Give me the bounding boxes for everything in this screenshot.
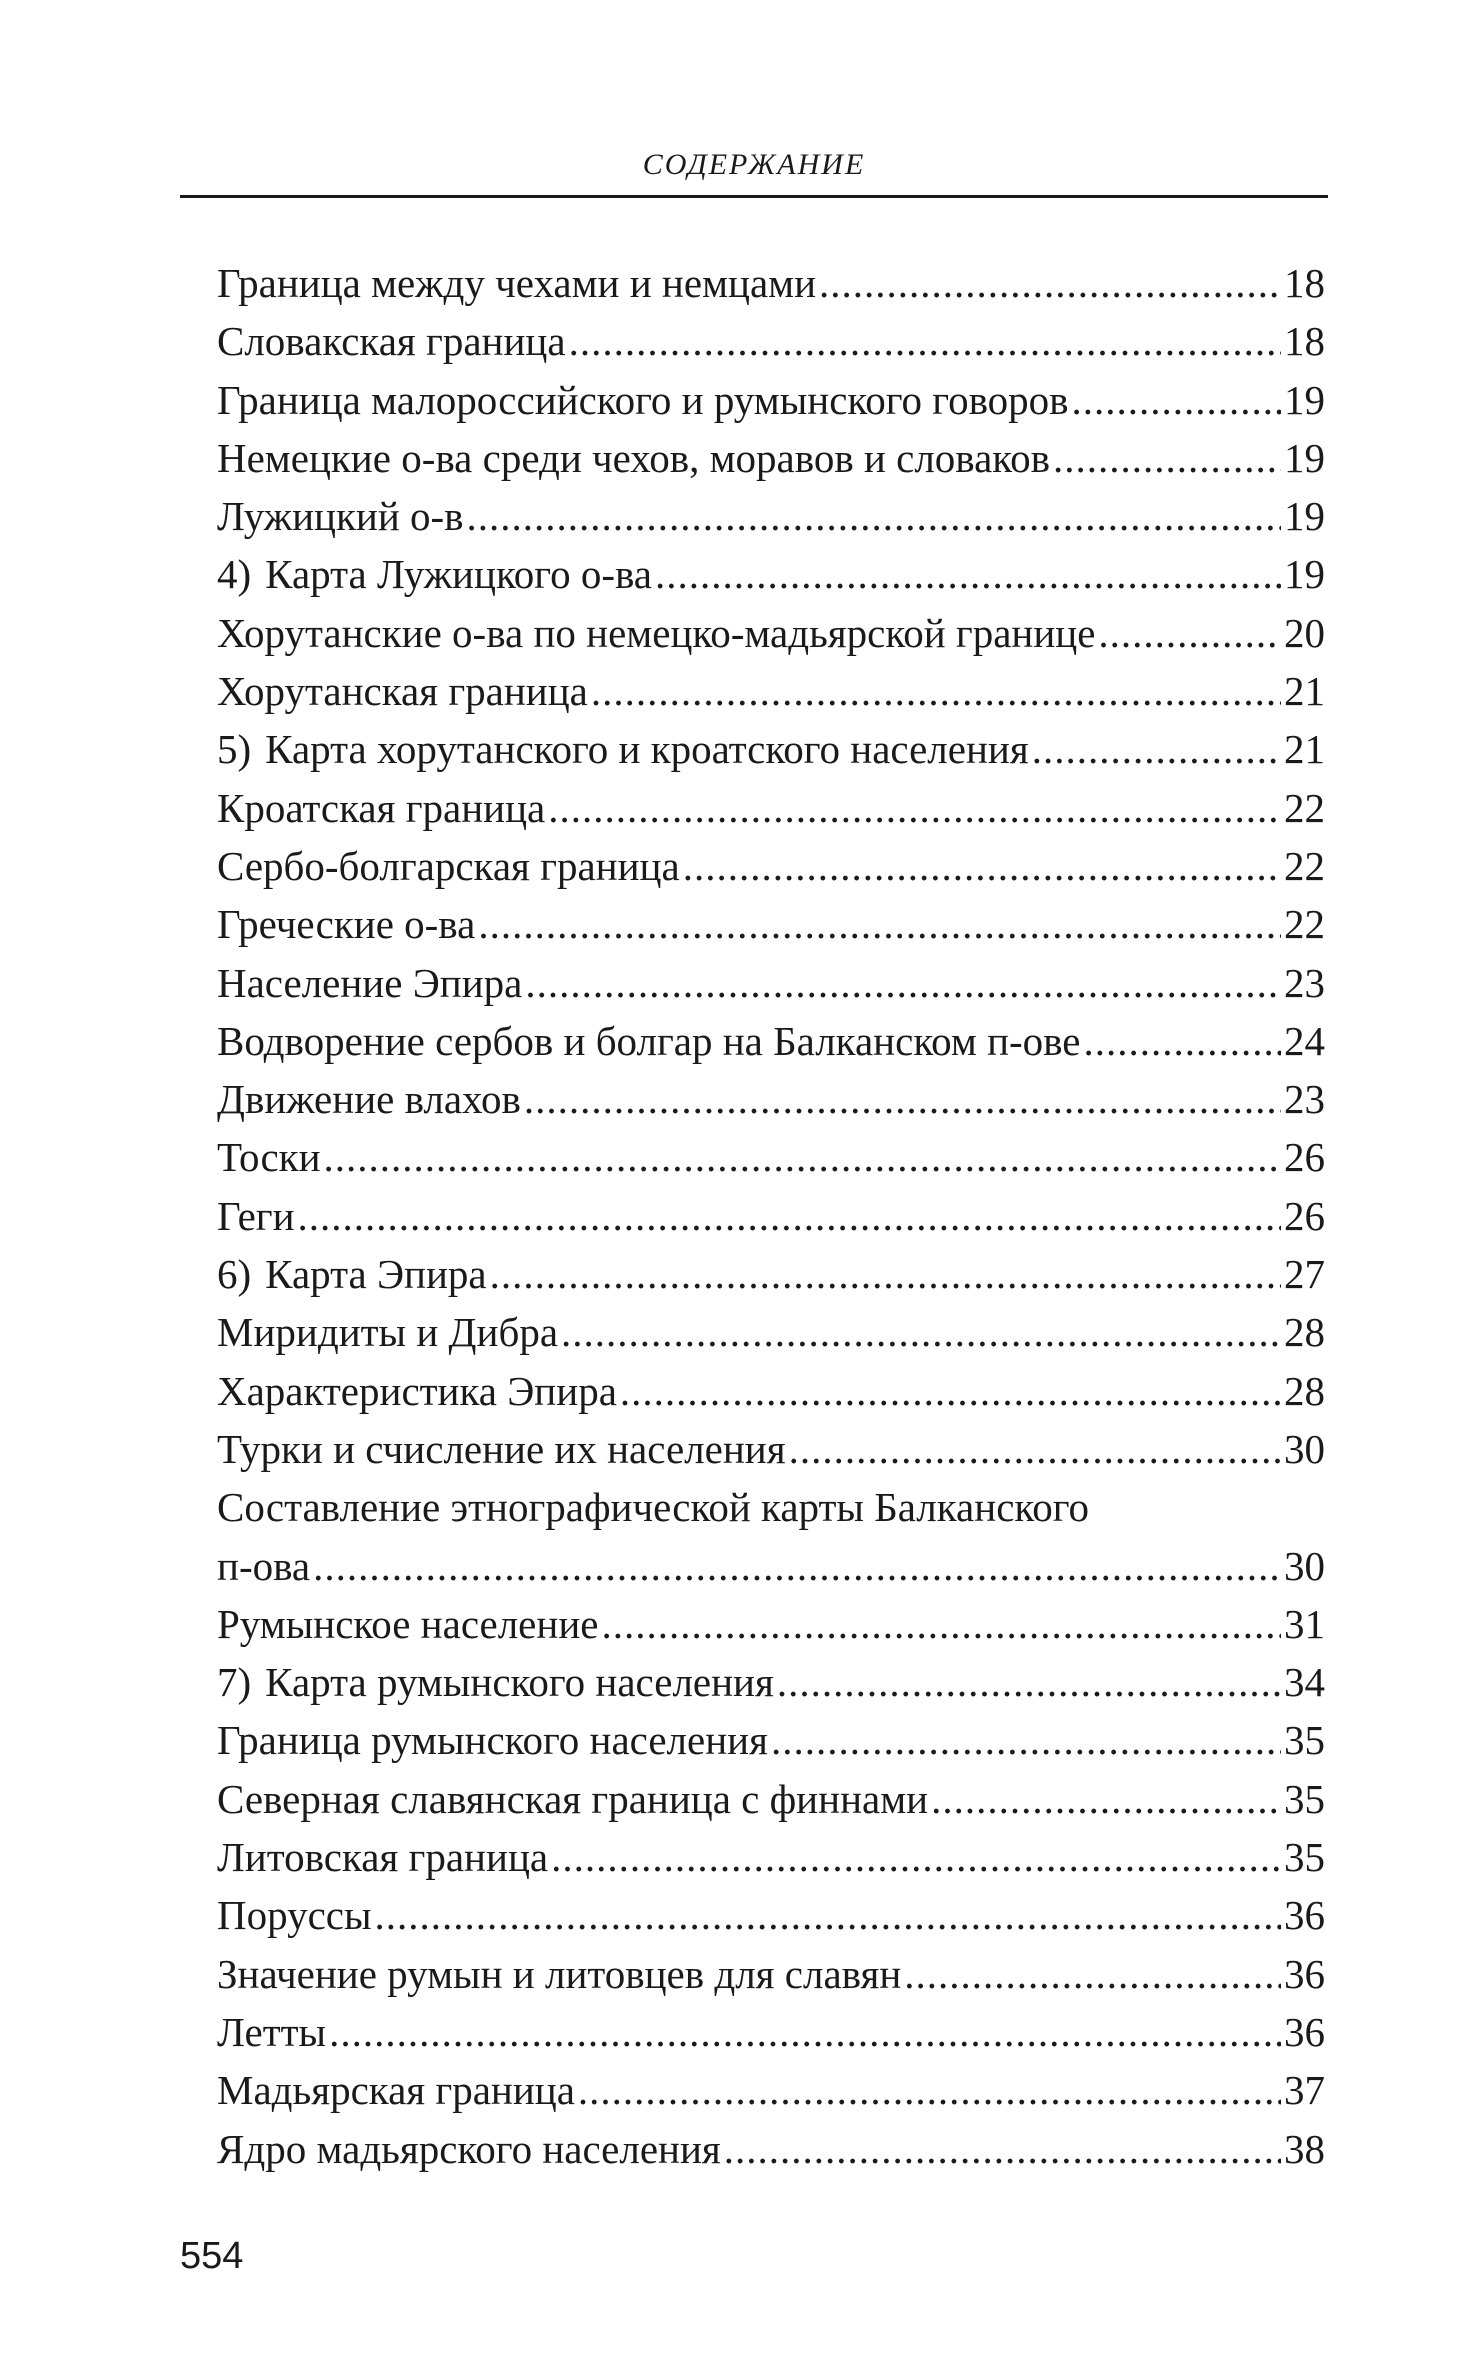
toc-dot-leader — [601, 1595, 1281, 1653]
toc-entry-page: 19 — [1284, 376, 1325, 423]
toc-entry — [217, 1478, 1325, 1536]
toc-entry — [217, 545, 1325, 603]
toc-entry — [217, 1187, 1325, 1245]
toc-entry-title: Водворение сербов и болгар на Балканском п-ове — [217, 1017, 1081, 1064]
toc-entry-title: Мадьярская граница — [217, 2067, 575, 2114]
toc-entry-page: 20 — [1284, 609, 1325, 656]
toc-dot-leader — [620, 1362, 1281, 1420]
toc-entry — [217, 2003, 1325, 2061]
toc-dot-leader — [683, 837, 1281, 895]
toc-entry-title: Граница румынского населения — [217, 1717, 768, 1764]
toc-dot-leader — [1032, 720, 1281, 778]
toc-dot-leader — [298, 1187, 1281, 1245]
toc-entry-title: Словакская граница — [217, 318, 566, 365]
toc-dot-leader — [490, 1245, 1281, 1303]
toc-entry-page: 31 — [1284, 1600, 1325, 1647]
toc-entry — [217, 429, 1325, 487]
toc-entry-page: 22 — [1284, 784, 1325, 831]
toc-entry — [217, 1828, 1325, 1886]
toc-entry-page: 22 — [1284, 842, 1325, 889]
toc-dot-leader — [551, 1828, 1281, 1886]
toc-entry-title: Литовская граница — [217, 1834, 549, 1881]
toc-entry — [217, 720, 1325, 778]
toc-dot-leader — [524, 1070, 1281, 1128]
toc-dot-leader — [1072, 371, 1281, 429]
toc-entry-page: 35 — [1284, 1717, 1325, 1764]
toc-dot-leader — [313, 1537, 1281, 1595]
toc-entry-page: 35 — [1284, 1775, 1325, 1822]
toc-entry-title: Немецкие о-ва среди чехов, моравов и словаков — [217, 434, 1050, 481]
toc-dot-leader — [329, 2003, 1281, 2061]
toc-entry-continuation — [217, 1537, 1325, 1595]
toc-entry-page: 26 — [1284, 1134, 1325, 1181]
toc-dot-leader — [819, 254, 1281, 312]
toc-entry-title: Тоски — [217, 1134, 321, 1181]
toc-entry — [217, 2061, 1325, 2119]
toc-entry-title: Составление этнографической карты Балканского — [217, 1484, 1090, 1531]
toc-entry-title: Лужицкий о-в — [217, 493, 464, 540]
toc-entry-title: Ядро мадьярского населения — [217, 2125, 721, 2172]
toc-entry-page: 36 — [1284, 2008, 1325, 2055]
toc-entry-title: Кроатская граница — [217, 784, 546, 831]
toc-dot-leader — [561, 1303, 1281, 1361]
toc-entry — [217, 1595, 1325, 1653]
toc-entry-page: 30 — [1284, 1542, 1325, 1589]
toc-dot-leader — [591, 662, 1281, 720]
toc-entry-title: Греческие о-ва — [217, 901, 476, 948]
toc-entry-number: 5) — [217, 726, 252, 773]
toc-dot-leader — [1083, 1012, 1281, 1070]
header-rule — [180, 195, 1328, 198]
toc-entry-page: 35 — [1284, 1834, 1325, 1881]
toc-entry-title: Значение румын и литовцев для славян — [217, 1950, 902, 1997]
toc-entry — [217, 662, 1325, 720]
toc-entry-page: 19 — [1284, 493, 1325, 540]
toc-entry-page: 19 — [1284, 551, 1325, 598]
toc-entry — [217, 1770, 1325, 1828]
toc-dot-leader — [1053, 429, 1281, 487]
toc-entry — [217, 1362, 1325, 1420]
toc-dot-leader — [655, 545, 1281, 603]
toc-entry — [217, 837, 1325, 895]
toc-entry-page: 36 — [1284, 1892, 1325, 1939]
toc-entry-title: Румынское население — [217, 1600, 599, 1647]
toc-entry-title: Хорутанская граница — [217, 668, 588, 715]
toc-entry-title: Хорутанские о-ва по немецко-мадьярской границе — [217, 609, 1096, 656]
toc-entry-page: 38 — [1284, 2125, 1325, 2172]
toc-entry-title: Сербо-болгарская граница — [217, 842, 680, 889]
toc-entry-title: Население Эпира — [217, 959, 523, 1006]
toc-entry-page: 23 — [1284, 959, 1325, 1006]
toc-entry-title: Геги — [217, 1192, 295, 1239]
toc-entry-page: 22 — [1284, 901, 1325, 948]
toc-entry-number: 4) — [217, 551, 252, 598]
toc-entry — [217, 1070, 1325, 1128]
toc-entry-page: 30 — [1284, 1425, 1325, 1472]
toc-dot-leader — [777, 1653, 1281, 1711]
toc-dot-leader — [578, 2061, 1281, 2119]
toc-entry-title: Граница малороссийского и румынского говоров — [217, 376, 1069, 423]
toc-dot-leader — [569, 312, 1281, 370]
toc-dot-leader — [478, 895, 1281, 953]
toc-entry-page: 28 — [1284, 1309, 1325, 1356]
toc-dot-leader — [548, 779, 1281, 837]
toc-entry — [217, 1420, 1325, 1478]
toc-entry — [217, 779, 1325, 837]
toc-entry-page: 28 — [1284, 1367, 1325, 1414]
toc-entry — [217, 254, 1325, 312]
toc-entry — [217, 1012, 1325, 1070]
toc-entry-page: 21 — [1284, 668, 1325, 715]
toc-dot-leader — [724, 2120, 1281, 2178]
toc-entry — [217, 1653, 1325, 1711]
toc-dot-leader — [525, 954, 1281, 1012]
toc-entry-title: Граница между чехами и немцами — [217, 260, 817, 306]
toc-entry — [217, 1245, 1325, 1303]
toc-dot-leader — [375, 1886, 1281, 1944]
toc-entry-number: 6) — [217, 1251, 252, 1298]
toc-entry-page: 18 — [1284, 260, 1325, 306]
toc-entry-page: 18 — [1284, 318, 1325, 365]
toc-entry — [217, 1128, 1325, 1186]
toc-entry-title-continuation: п-ова — [217, 1542, 311, 1589]
toc-entry — [217, 487, 1325, 545]
running-header: СОДЕРЖАНИЕ — [642, 148, 866, 181]
toc-entry — [217, 1886, 1325, 1944]
toc-entry-title: Карта румынского населения — [265, 1659, 774, 1706]
toc-entry — [217, 1303, 1325, 1361]
toc-entry — [217, 954, 1325, 1012]
toc-entry-title: Летты — [217, 2008, 327, 2055]
toc-entry — [217, 1711, 1325, 1769]
toc-entry-page: 19 — [1284, 434, 1325, 481]
toc-dot-leader — [789, 1420, 1281, 1478]
toc-entry-page: 27 — [1284, 1251, 1325, 1298]
table-of-contents — [217, 254, 1325, 2178]
toc-entry-page: 21 — [1284, 726, 1325, 773]
toc-entry-page: 26 — [1284, 1192, 1325, 1239]
toc-entry — [217, 604, 1325, 662]
toc-entry-page: 24 — [1284, 1017, 1325, 1064]
toc-entry-title: Северная славянская граница с финнами — [217, 1775, 929, 1822]
toc-dot-leader — [467, 487, 1281, 545]
toc-entry-number: 7) — [217, 1659, 252, 1706]
toc-dot-leader — [931, 1770, 1281, 1828]
toc-entry-title: Турки и счисление их населения — [217, 1425, 786, 1472]
toc-entry — [217, 1945, 1325, 2003]
toc-entry-title: Миридиты и Дибра — [217, 1309, 559, 1356]
toc-entry — [217, 2120, 1325, 2178]
toc-entry-page: 23 — [1284, 1076, 1325, 1123]
toc-entry-page: 34 — [1284, 1659, 1325, 1706]
toc-entry-title: Движение влахов — [217, 1076, 521, 1123]
toc-dot-leader — [324, 1128, 1281, 1186]
toc-entry — [217, 312, 1325, 370]
toc-entry-title: Поруссы — [217, 1892, 372, 1939]
toc-entry-page: 36 — [1284, 1950, 1325, 1997]
page-number: 554 — [180, 2235, 244, 2277]
toc-entry-title: Карта хорутанского и кроатского населения — [265, 726, 1029, 773]
toc-entry-title: Характеристика Эпира — [217, 1367, 617, 1414]
toc-entry-title: Карта Эпира — [265, 1251, 487, 1298]
toc-dot-leader — [771, 1711, 1281, 1769]
toc-entry-page: 37 — [1284, 2067, 1325, 2114]
toc-dot-leader — [904, 1945, 1281, 2003]
toc-entry-title: Карта Лужицкого о-ва — [265, 551, 652, 598]
toc-dot-leader — [1098, 604, 1281, 662]
toc-entry — [217, 371, 1325, 429]
toc-entry — [217, 895, 1325, 953]
